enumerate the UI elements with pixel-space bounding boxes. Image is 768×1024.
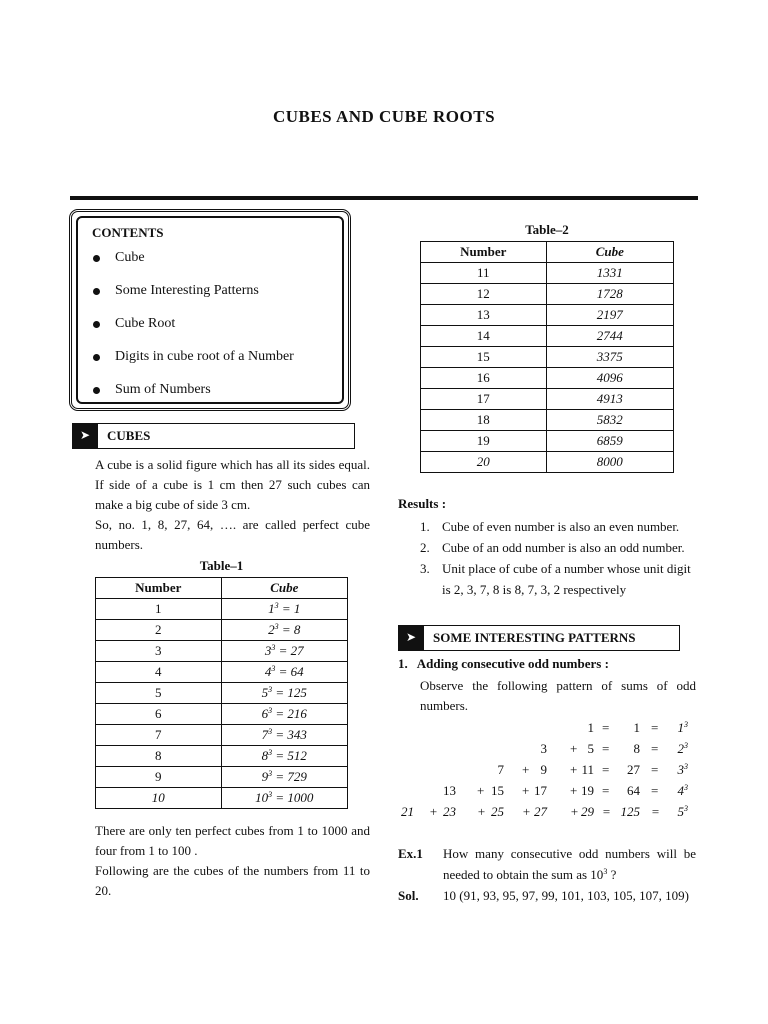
table2-cube-cell: 1728	[546, 284, 673, 305]
table2-caption: Table–2	[525, 222, 569, 237]
pattern-term: 17	[534, 783, 547, 798]
table1-row	[96, 725, 348, 746]
table1-cube-cell: $8^3 = 512$	[221, 746, 347, 767]
pattern-term: 19	[581, 783, 594, 798]
contents-item: Cube Root	[92, 316, 294, 349]
pattern-sum: 8	[633, 741, 640, 756]
plus-sign: +	[570, 804, 579, 819]
results-item: 3. Unit place of cube of a number whose unit digit is 2, 3, 7, 8 is 8, 7, 3, 2 respectively	[420, 561, 691, 597]
table2-cube-cell: 4096	[546, 368, 673, 389]
example-question: How many consecutive odd numbers will be needed to obtain the sum as $10^3$ ?	[443, 846, 696, 882]
equals-sign: =	[602, 720, 610, 735]
pattern-term: 13	[443, 783, 456, 798]
cubes-section-header: ➤ CUBES	[72, 423, 355, 449]
pattern-term: 9	[540, 762, 547, 777]
plus-sign: +	[570, 762, 578, 777]
table2-cube-cell: 1331	[546, 263, 673, 284]
cubes-paragraph-1: A cube is a solid figure which has all its sides equal. If side of a cube is 1 cm then 27 such cubes can make a big cube of side 3 cm.	[95, 457, 370, 512]
table1-header-cube: Cube	[221, 578, 347, 599]
pattern-term: 23	[443, 804, 456, 819]
table1-cube-cell: $4^3 = 64$	[221, 662, 347, 683]
equals-sign: =	[651, 762, 659, 777]
table1-cube-cell: $2^3 = 8$	[221, 620, 347, 641]
table1-header-number: Number	[96, 578, 222, 599]
table2-row	[421, 305, 674, 326]
pattern-term: 21	[401, 804, 414, 819]
table1	[95, 577, 348, 809]
table1-cube-cell: $3^3 = 27$	[221, 641, 347, 662]
table2-number-cell: 13	[421, 305, 547, 326]
plus-sign: +	[570, 783, 578, 798]
table1-number-cell: 10	[96, 788, 222, 809]
pattern-sum: 64	[627, 783, 640, 798]
table2-cube-cell: 3375	[546, 347, 673, 368]
table1-number-cell: 1	[96, 599, 222, 620]
pattern-term: 27	[534, 804, 547, 819]
contents-item: Sum of Numbers	[92, 382, 294, 415]
table1-row	[96, 788, 348, 809]
plus-sign: +	[522, 762, 530, 777]
table1-number-cell: 4	[96, 662, 222, 683]
solution-label: Sol.	[398, 888, 419, 903]
pattern-sum: 125	[620, 804, 640, 819]
pattern-cube: $1^3$	[677, 720, 688, 735]
table1-number-cell: 5	[96, 683, 222, 704]
table1-number-cell: 9	[96, 767, 222, 788]
table2-row	[421, 431, 674, 452]
plus-sign: +	[429, 804, 438, 819]
equals-sign: =	[602, 804, 611, 819]
equals-sign: =	[602, 762, 610, 777]
solution-text: 10 (91, 93, 95, 97, 99, 101, 103, 105, 107, 109)	[443, 888, 689, 903]
pattern-term: 25	[491, 804, 504, 819]
patterns-section-header: ➤ SOME INTERESTING PATTERNS	[398, 625, 680, 651]
table1-number-cell: 3	[96, 641, 222, 662]
table2-row	[421, 347, 674, 368]
bullet-icon	[93, 255, 100, 262]
pattern-cube: $3^3$	[677, 762, 688, 777]
table1-row	[96, 641, 348, 662]
table1-caption: Table–1	[199, 558, 244, 573]
table2-row	[421, 326, 674, 347]
bullet-icon	[93, 321, 100, 328]
title-rule	[70, 196, 698, 200]
contents-item: Digits in cube root of a Number	[92, 349, 294, 382]
table2-row	[421, 263, 674, 284]
table1-number-cell: 8	[96, 746, 222, 767]
table2-cube-cell: 5832	[546, 410, 673, 431]
example-label: Ex.1	[398, 846, 423, 861]
table2-number-cell: 19	[421, 431, 547, 452]
plus-sign: +	[477, 783, 485, 798]
odd-sum-pattern	[396, 720, 696, 830]
table1-row	[96, 620, 348, 641]
bullet-icon	[93, 354, 100, 361]
contents-list	[92, 250, 294, 415]
table1-row	[96, 746, 348, 767]
pattern-term: 15	[491, 783, 504, 798]
equals-sign: =	[651, 741, 659, 756]
table1-row	[96, 767, 348, 788]
plus-sign: +	[522, 804, 531, 819]
solution-1	[398, 885, 696, 906]
contents-item: Some Interesting Patterns	[92, 283, 294, 316]
table2-row	[421, 284, 674, 305]
pattern-sum: 1	[633, 720, 640, 735]
table1-row	[96, 683, 348, 704]
table2-cube-cell: 6859	[546, 431, 673, 452]
table2-cube-cell: 4913	[546, 389, 673, 410]
table1-cube-cell: $1^3 = 1$	[221, 599, 347, 620]
patterns-intro: Observe the following pattern of sums of odd numbers.	[420, 678, 696, 713]
table2-number-cell: 16	[421, 368, 547, 389]
equals-sign: =	[651, 804, 660, 819]
table2-cube-cell: 2744	[546, 326, 673, 347]
table1-cube-cell: $9^3 = 729$	[221, 767, 347, 788]
contents-item: Cube	[92, 250, 294, 283]
table2-row	[421, 452, 674, 473]
equals-sign: =	[602, 741, 610, 756]
table2-number-cell: 20	[421, 452, 547, 473]
perfect-cubes-note: There are only ten perfect cubes from 1 to 1000 and four from 1 to 100 .	[95, 823, 370, 858]
pattern-term: 1	[587, 720, 594, 735]
following-cubes-note: Following are the cubes of the numbers from 11 to 20.	[95, 863, 370, 898]
table2-header-cube: Cube	[546, 242, 673, 263]
pattern-term: 7	[497, 762, 504, 777]
pattern-cube: $4^3$	[677, 783, 688, 798]
pattern-cube: $5^3$	[677, 804, 688, 819]
arrow-right-icon: ➤	[72, 423, 98, 449]
table1-cube-cell: $7^3 = 343$	[221, 725, 347, 746]
table2-number-cell: 18	[421, 410, 547, 431]
table1-row	[96, 662, 348, 683]
table1-number-cell: 7	[96, 725, 222, 746]
pattern-sum: 27	[627, 762, 640, 777]
results-list	[420, 516, 700, 600]
table2-number-cell: 14	[421, 326, 547, 347]
bullet-icon	[93, 288, 100, 295]
results-item: 2. Cube of an odd number is also an odd number.	[420, 540, 685, 555]
table2-row	[421, 368, 674, 389]
pattern-cube: $2^3$	[677, 741, 688, 756]
pattern-term: 5	[587, 741, 594, 756]
table1-cube-cell: $10^3 = 1000$	[221, 788, 347, 809]
table2-number-cell: 11	[421, 263, 547, 284]
table2-cube-cell: 8000	[546, 452, 673, 473]
equals-sign: =	[651, 783, 659, 798]
plus-sign: +	[477, 804, 486, 819]
page-title: CUBES AND CUBE ROOTS	[272, 107, 496, 126]
arrow-right-icon: ➤	[398, 625, 424, 651]
contents-box	[69, 209, 351, 411]
table2-header-number: Number	[421, 242, 547, 263]
cubes-paragraph-2: So, no. 1, 8, 27, 64, …. are called perfect cube numbers.	[95, 517, 370, 552]
plus-sign: +	[522, 783, 530, 798]
table1-number-cell: 2	[96, 620, 222, 641]
table1-number-cell: 6	[96, 704, 222, 725]
bullet-icon	[93, 387, 100, 394]
table2-number-cell: 17	[421, 389, 547, 410]
table1-row	[96, 704, 348, 725]
table2-number-cell: 12	[421, 284, 547, 305]
table2-cube-cell: 2197	[546, 305, 673, 326]
example-1	[398, 843, 696, 887]
pattern-term: 29	[581, 804, 594, 819]
table2-row	[421, 410, 674, 431]
equals-sign: =	[602, 783, 610, 798]
table1-row	[96, 599, 348, 620]
table2-row	[421, 389, 674, 410]
contents-heading: CONTENTS	[92, 225, 164, 240]
pattern-term: 3	[540, 741, 547, 756]
table2	[420, 241, 674, 473]
table1-cube-cell: $6^3 = 216$	[221, 704, 347, 725]
table2-number-cell: 15	[421, 347, 547, 368]
pattern-term: 11	[581, 762, 594, 777]
results-item: 1. Cube of even number is also an even number.	[420, 519, 680, 534]
results-heading: Results :	[398, 496, 447, 511]
plus-sign: +	[570, 741, 578, 756]
equals-sign: =	[651, 720, 659, 735]
table1-cube-cell: $5^3 = 125$	[221, 683, 347, 704]
patterns-subheading: 1. Adding consecutive odd numbers :	[398, 656, 609, 671]
